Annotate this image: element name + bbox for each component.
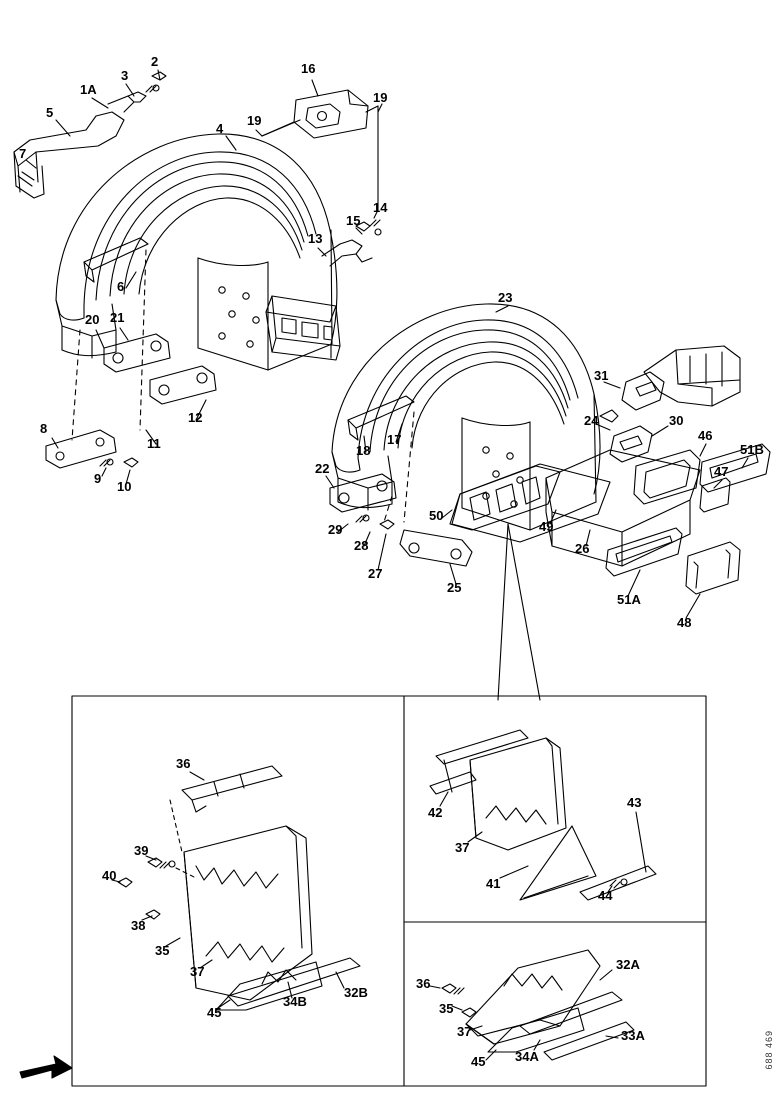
callout-13: 13: [308, 231, 323, 246]
callout-19: 19: [247, 113, 262, 128]
callout-19-right: 19: [373, 90, 388, 105]
callout-2: 2: [151, 54, 159, 69]
callout-41: 41: [486, 876, 501, 891]
callout-34A: 34A: [515, 1049, 539, 1064]
callout-28: 28: [354, 538, 369, 553]
callout-31: 31: [594, 368, 609, 383]
callout-20: 20: [85, 312, 100, 327]
callout-39: 39: [134, 843, 149, 858]
callout-26: 26: [575, 541, 590, 556]
sheet-code: 688 469: [764, 1030, 774, 1070]
callout-42: 42: [428, 805, 443, 820]
callout-4: 4: [216, 121, 224, 136]
callout-22: 22: [315, 461, 330, 476]
callout-49: 49: [539, 519, 554, 534]
callout-44: 44: [598, 888, 613, 903]
callout-29: 29: [328, 522, 343, 537]
callout-27: 27: [368, 566, 383, 581]
callout-17: 17: [387, 432, 402, 447]
callout-33A: 33A: [621, 1028, 645, 1043]
callout-8: 8: [40, 421, 48, 436]
callout-47: 47: [714, 464, 729, 479]
callout-48: 48: [677, 615, 692, 630]
callout-24: 24: [584, 413, 599, 428]
callout-7: 7: [19, 146, 27, 161]
callout-9: 9: [94, 471, 102, 486]
callout-36-left: 36: [176, 756, 191, 771]
callout-10: 10: [117, 479, 132, 494]
callout-15: 15: [346, 213, 361, 228]
callout-51A: 51A: [617, 592, 641, 607]
callout-18: 18: [356, 443, 371, 458]
callout-46: 46: [698, 428, 713, 443]
callout-40: 40: [102, 868, 117, 883]
callout-12: 12: [188, 410, 203, 425]
callout-11: 11: [147, 436, 161, 451]
callout-23: 23: [498, 290, 513, 305]
callout-51B: 51B: [740, 442, 764, 457]
callout-45-bottomright: 45: [471, 1054, 486, 1069]
callout-37-bottomright: 37: [457, 1024, 472, 1039]
callout-3: 3: [121, 68, 129, 83]
callout-16: 16: [301, 61, 316, 76]
callout-38: 38: [131, 918, 146, 933]
callout-5: 5: [46, 105, 54, 120]
callout-14: 14: [373, 200, 388, 215]
callout-43: 43: [627, 795, 642, 810]
callout-30: 30: [669, 413, 684, 428]
callout-35-bottomright: 35: [439, 1001, 454, 1016]
callout-37-left: 37: [190, 964, 205, 979]
callout-45-left: 45: [207, 1005, 222, 1020]
callout-32B: 32B: [344, 985, 368, 1000]
callout-36-bottomright: 36: [416, 976, 431, 991]
callout-35-left: 35: [155, 943, 170, 958]
callout-21: 21: [110, 310, 125, 325]
callout-34B: 34B: [283, 994, 307, 1009]
callout-50: 50: [429, 508, 444, 523]
callout-6: 6: [117, 279, 125, 294]
callout-32A: 32A: [616, 957, 640, 972]
callout-37-topright: 37: [455, 840, 470, 855]
callout-25: 25: [447, 580, 462, 595]
callout-1A: 1A: [80, 82, 97, 97]
